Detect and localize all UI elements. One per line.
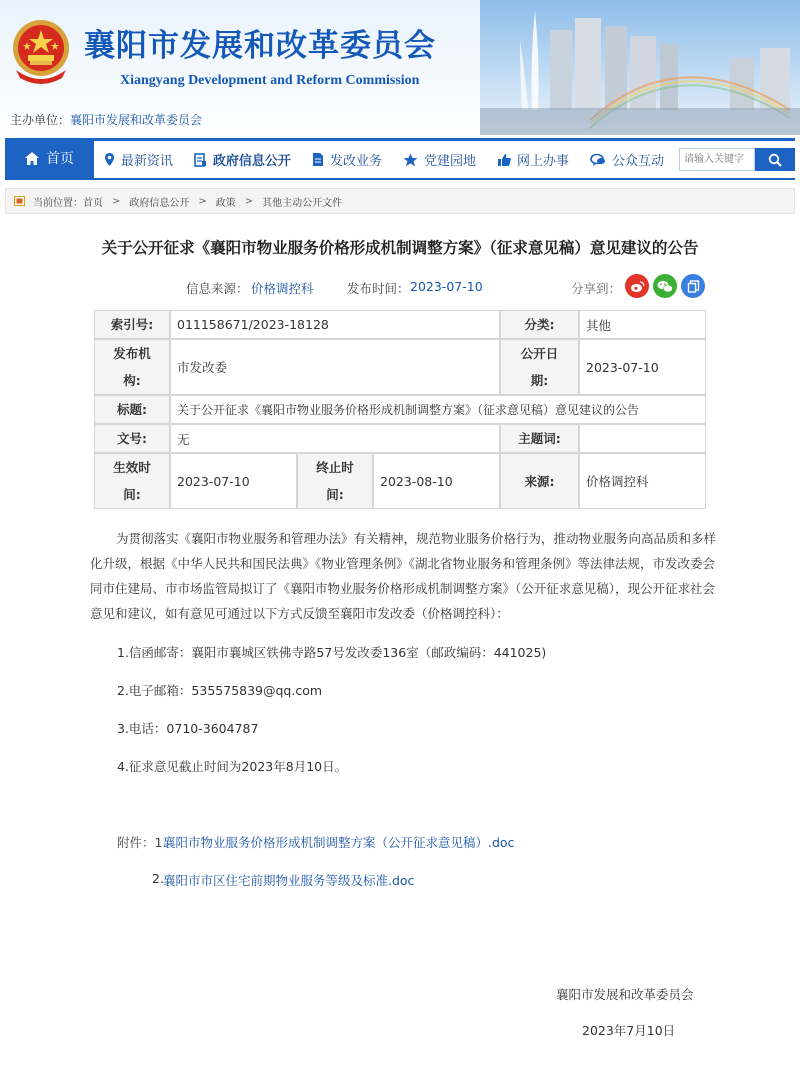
category-label: 分类: [500, 310, 579, 339]
chat-icon [590, 153, 606, 167]
nav-item-party[interactable] [393, 141, 487, 178]
nav-item-online-service[interactable] [487, 141, 580, 178]
attachment-number: 2. [152, 871, 164, 886]
end-date-value: 2023-08-10 [373, 453, 500, 509]
nav-item-label: 网上办事 [516, 154, 569, 169]
attachment-link-1[interactable]: 襄阳市物业服务价格形成机制调整方案（公开征求意见稿）.doc [163, 835, 515, 850]
nav-item-label: 发改业务 [329, 154, 382, 169]
search-button[interactable] [755, 148, 795, 171]
share-wechat-button[interactable] [653, 274, 677, 298]
doc-number-label: 文号: [94, 424, 170, 453]
nav-item-gov-info[interactable] [184, 141, 302, 178]
publisher-value: 市发改委 [170, 339, 500, 395]
breadcrumb-separator: > [244, 195, 254, 207]
star-icon [403, 153, 418, 167]
list-item: 3.电话：0710-3604787 [117, 721, 259, 736]
date-value: 2023-07-10 [410, 279, 483, 294]
location-marker-icon [14, 196, 25, 206]
open-date-value: 2023-07-10 [579, 339, 706, 395]
index-value: 011158671/2023-18128 [170, 310, 500, 339]
nav-item-interaction[interactable] [580, 141, 675, 178]
search-icon [768, 153, 782, 167]
end-date-label: 终止时间: [297, 453, 373, 509]
attachments-label-text: 附件： [117, 835, 155, 850]
nav-item-label: 政府信息公开 [212, 154, 291, 169]
search-input[interactable] [679, 148, 755, 171]
attachments-label [117, 833, 166, 851]
breadcrumb-item-policy[interactable]: 政策 [215, 197, 236, 209]
source-value: 价格调控科 [251, 281, 314, 296]
origin-label: 来源: [500, 453, 579, 509]
doc-number-value: 无 [170, 424, 500, 453]
title-label: 标题: [94, 395, 170, 424]
home-icon [24, 151, 40, 166]
category-value: 其他 [579, 310, 706, 339]
location-pin-icon [104, 152, 115, 167]
weibo-icon [630, 280, 645, 293]
host-name: 襄阳市发展和改革委员会 [70, 113, 203, 127]
national-emblem-icon [10, 18, 72, 84]
search-box [679, 148, 795, 171]
breadcrumb-separator: > [198, 195, 207, 207]
breadcrumb-label: 当前位置： [33, 197, 83, 209]
effective-date-label: 生效时间: [94, 453, 170, 509]
main-nav [5, 138, 795, 180]
host-label: 主办单位： [10, 113, 71, 127]
nav-item-news[interactable] [94, 141, 184, 178]
body-paragraph: 为贯彻落实《襄阳市物业服务和管理办法》有关精神，规范物业服务价格行为，推动物业服务向高品质和多样化升级，根据《中华人民共和国民法典》《物业管理条例》《湖北省物业服务和管理条例》等法律法规，市发改委会同市住建局、市市场监管局拟订了《襄阳市物业服务价格形成机制调整方案》（公开征求意见稿），现公开征求社会意见和建议，如有意见可通过以下方式反馈至襄阳市发改委（价格调控科）： [90, 531, 717, 621]
nav-item-label: 党建园地 [423, 154, 476, 169]
breadcrumb-item-home[interactable]: 首页 [83, 197, 103, 209]
site-title: 襄阳市发展和改革委员会 [84, 28, 436, 64]
file-icon [312, 152, 324, 167]
breadcrumb [5, 188, 795, 214]
nav-item-label: 首页 [45, 151, 74, 167]
list-item: 1.信函邮寄：襄阳市襄城区铁佛寺路57号发改委136室（邮政编码：441025) [117, 645, 547, 660]
attachment-number: 1. [154, 835, 167, 850]
breadcrumb-item-gov-info[interactable]: 政府信息公开 [129, 197, 190, 209]
breadcrumb-separator: > [112, 195, 121, 207]
publisher-label: 发布机构: [94, 339, 170, 395]
breadcrumb-item-other[interactable]: 其他主动公开文件 [262, 197, 343, 209]
city-skyline-banner [480, 0, 800, 135]
effective-date-value: 2023-07-10 [170, 453, 297, 509]
sign-date: 2023年7月10日 [582, 1023, 676, 1038]
index-label: 索引号: [94, 310, 170, 339]
nav-item-business[interactable] [302, 141, 393, 178]
source-label: 信息来源： [186, 281, 249, 296]
attachment-link-2[interactable]: 襄阳市市区住宅前期物业服务等级及标准.doc [163, 873, 415, 888]
site-header [0, 0, 800, 135]
signature: 襄阳市发展和改革委员会 [556, 987, 694, 1002]
site-title-english: Xiangyang Development and Reform Commission [120, 73, 420, 88]
date-label: 发布时间： [347, 281, 410, 296]
wechat-icon [657, 280, 673, 293]
list-item: 4.征求意见截止时间为2023年8月10日。 [117, 759, 348, 774]
title-value: 关于公开征求《襄阳市物业服务价格形成机制调整方案》（征求意见稿）意见建议的公告 [170, 395, 706, 424]
list-item: 2.电子邮箱：535575839@qq.com [117, 683, 323, 698]
nav-item-label: 最新资讯 [120, 154, 173, 169]
open-date-label: 公开日期: [500, 339, 579, 395]
nav-item-label: 公众互动 [611, 154, 664, 169]
origin-value: 价格调控科 [579, 453, 706, 509]
share-weibo-button[interactable] [625, 274, 649, 298]
subject-label: 主题词: [500, 424, 579, 453]
document-icon [194, 153, 207, 167]
article-title: 关于公开征求《襄阳市物业服务价格形成机制调整方案》（征求意见稿）意见建议的公告 [101, 239, 699, 257]
share-label: 分享到： [571, 281, 622, 296]
host-line [10, 111, 202, 128]
nav-item-home[interactable] [5, 138, 94, 178]
copy-icon [687, 280, 700, 293]
share-copy-button[interactable] [681, 274, 705, 298]
thumbs-up-icon [497, 153, 511, 167]
subject-value [579, 424, 706, 453]
